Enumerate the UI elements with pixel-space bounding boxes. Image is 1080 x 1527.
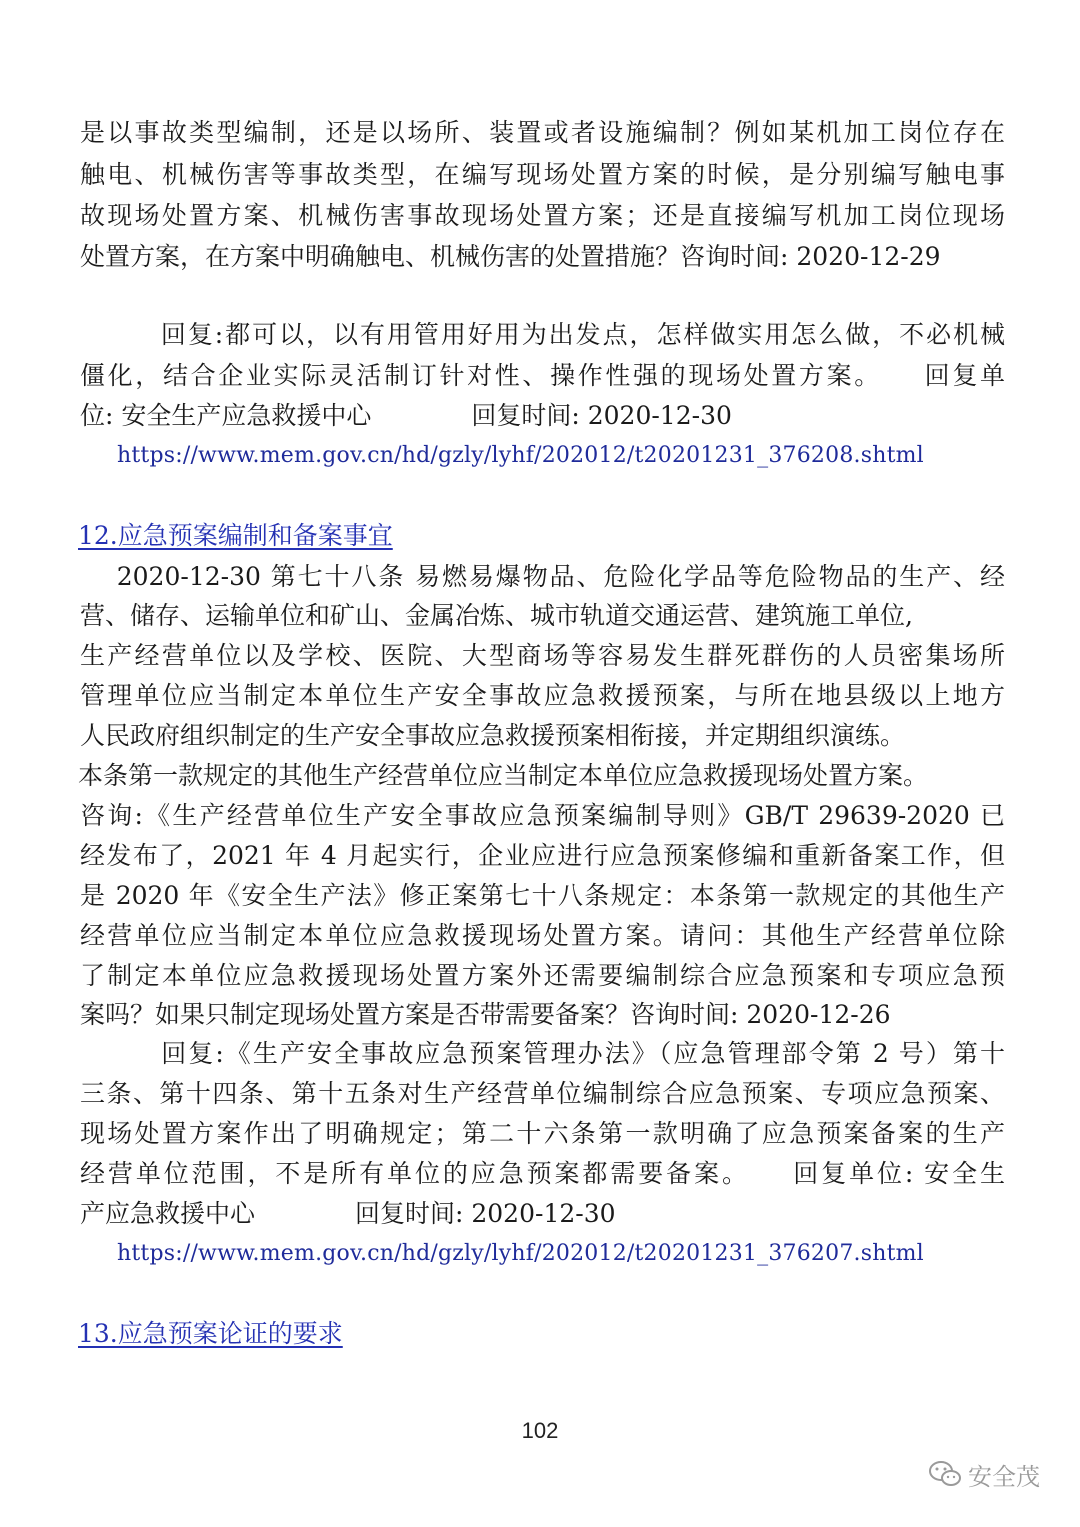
consult-text-line: 案吗？如果只制定现场处置方案是否带需要备案？咨询时间: 2020-12-26 bbox=[80, 1000, 891, 1029]
body-text-line: 是以事故类型编制，还是以场所、装置或者设施编制？例如某机加工岗位存在 bbox=[80, 118, 1005, 147]
reply-text-line: 现场处置方案作出了明确规定；第二十六条第一款明确了应急预案备案的生产 bbox=[80, 1119, 1005, 1148]
reply-text-line: 经营单位范围，不是所有单位的应急预案都需要备案。 回复单位: 安全生 bbox=[80, 1159, 1005, 1188]
body-text-line: 本条第一款规定的其他生产经营单位应当制定本单位应急救援现场处置方案。 bbox=[78, 761, 929, 790]
consult-text-line: 经发布了，2021 年 4 月起实行，企业应进行应急预案修编和重新备案工作，但 bbox=[80, 841, 1005, 870]
consult-text-line: 了制定本单位应急救援现场处置方案外还需要编制综合应急预案和专项应急预 bbox=[80, 961, 1005, 990]
reply-text-line: 僵化，结合企业实际灵活制订针对性、操作性强的现场处置方案。 回复单 bbox=[80, 361, 1005, 390]
body-text-line: 处置方案，在方案中明确触电、机械伤害的处置措施？咨询时间: 2020-12-29 bbox=[80, 242, 941, 271]
reply-text-line: 三条、第十四条、第十五条对生产经营单位编制综合应急预案、专项应急预案、 bbox=[80, 1079, 1005, 1108]
body-text-line: 生产经营单位以及学校、医院、大型商场等容易发生群死群伤的人员密集场所 bbox=[80, 641, 1005, 670]
body-text-line: 人民政府组织制定的生产安全事故应急救援预案相衔接，并定期组织演练。 bbox=[80, 721, 906, 750]
watermark bbox=[928, 1454, 1040, 1494]
section-heading-13[interactable]: 13.应急预案论证的要求 bbox=[78, 1319, 343, 1348]
body-text-line: 故现场处置方案、机械伤害事故现场处置方案；还是直接编写机加工岗位现场 bbox=[80, 201, 1005, 230]
reply-text-line: 产应急救援中心 回复时间: 2020-12-30 bbox=[80, 1199, 616, 1228]
reply-text-line: 位: 安全生产应急救援中心 回复时间: 2020-12-30 bbox=[80, 401, 732, 430]
section-heading-12[interactable]: 12.应急预案编制和备案事宜 bbox=[78, 521, 393, 550]
body-text-line: 营、储存、运输单位和矿山、金属冶炼、城市轨道交通运营、建筑施工单位, bbox=[80, 601, 913, 630]
source-url[interactable]: https://www.mem.gov.cn/hd/gzly/lyhf/202012/t20201231_376207.shtml bbox=[117, 1241, 924, 1266]
consult-text-line: 咨询:《生产经营单位生产安全事故应急预案编制导则》GB/T 29639-2020 已 bbox=[80, 801, 1005, 830]
wechat-icon bbox=[928, 1460, 962, 1488]
consult-text-line: 经营单位应当制定本单位应急救援现场处置方案。请问：其他生产经营单位除 bbox=[80, 921, 1005, 950]
watermark-text: 安全茂 bbox=[968, 1463, 1040, 1491]
body-text-line: 触电、机械伤害等事故类型，在编写现场处置方案的时候，是分别编写触电事 bbox=[80, 160, 1005, 189]
reply-text-line: 回复:《生产安全事故应急预案管理办法》（应急管理部令第 2 号）第十 bbox=[80, 1039, 1005, 1068]
consult-text-line: 是 2020 年《安全生产法》修正案第七十八条规定：本条第一款规定的其他生产 bbox=[80, 881, 1005, 910]
body-text-line: 2020-12-30 第七十八条 易燃易爆物品、危险化学品等危险物品的生产、经 bbox=[80, 562, 1005, 591]
page-number: 102 bbox=[521, 1418, 559, 1443]
body-text-line: 管理单位应当制定本单位生产安全事故应急救援预案，与所在地县级以上地方 bbox=[80, 681, 1005, 710]
reply-text-line: 回复:都可以，以有用管用好用为出发点，怎样做实用怎么做，不必机械 bbox=[80, 320, 1005, 349]
source-url[interactable]: https://www.mem.gov.cn/hd/gzly/lyhf/202012/t20201231_376208.shtml bbox=[117, 443, 924, 468]
